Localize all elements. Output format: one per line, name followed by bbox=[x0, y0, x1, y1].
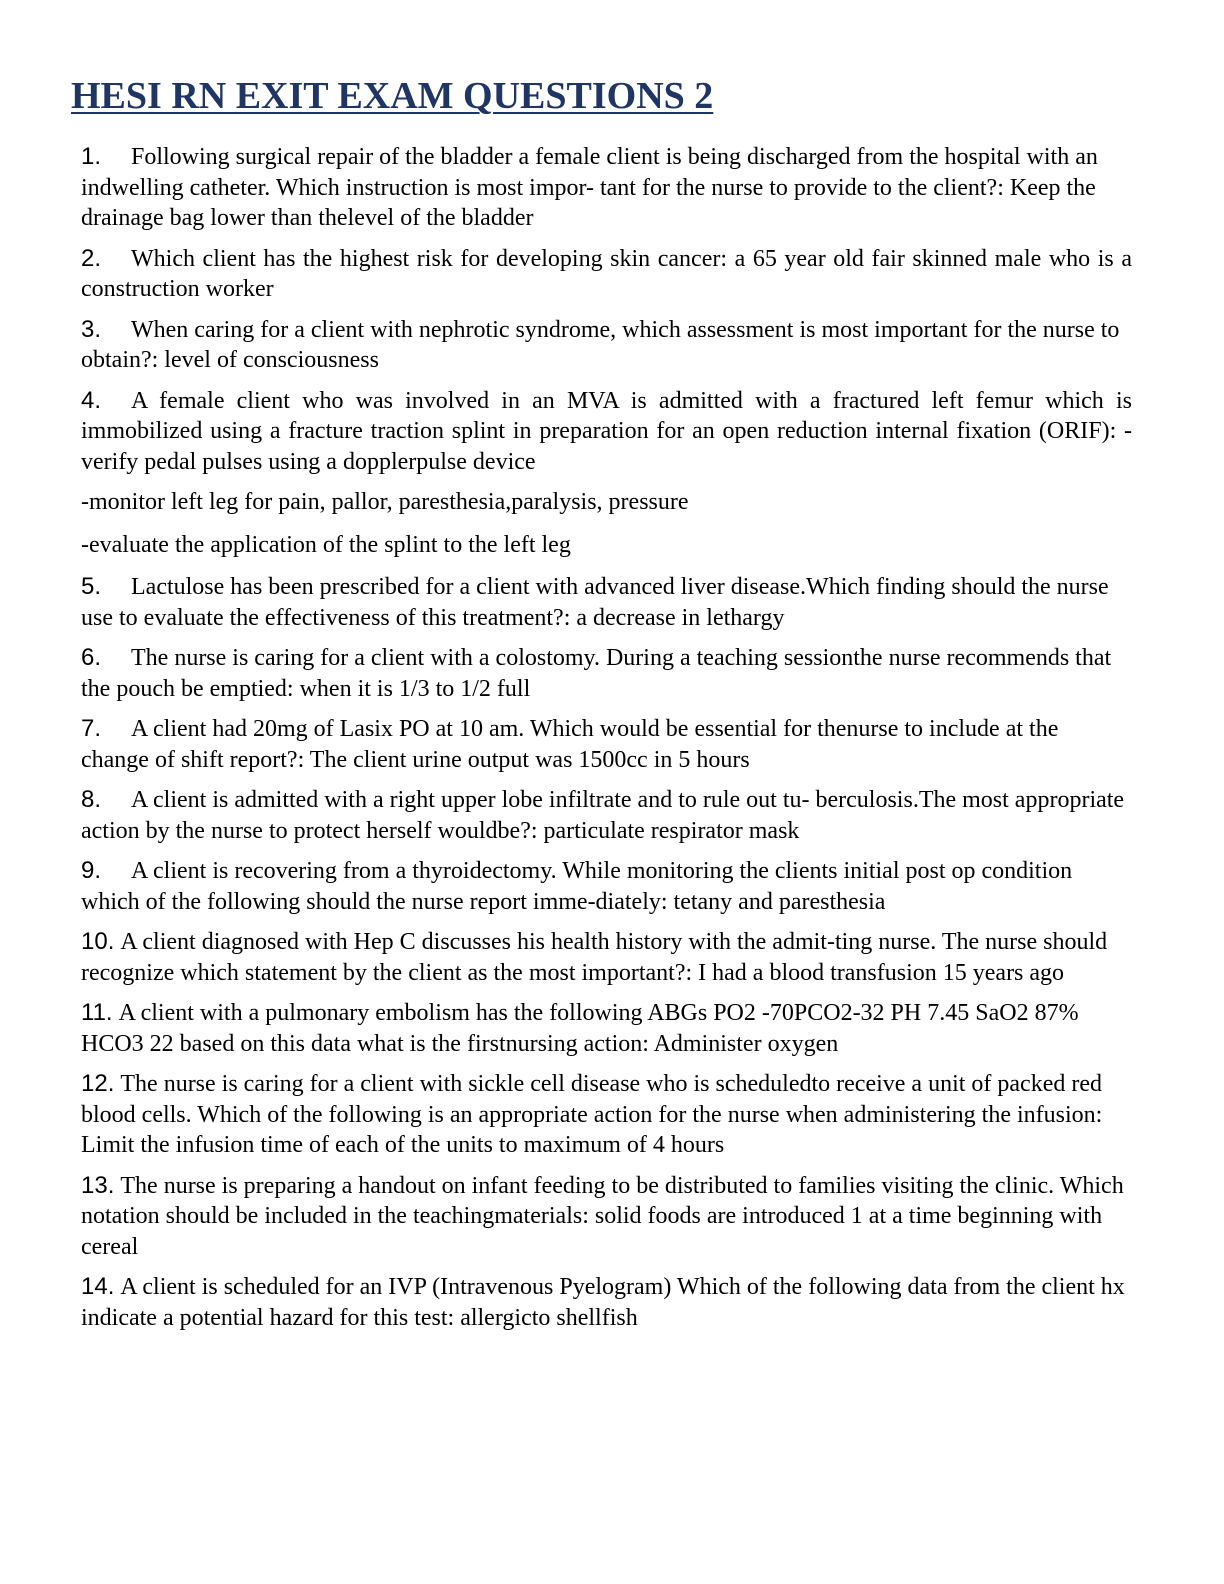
question-4 bbox=[81, 386, 1132, 478]
question-number: 3. bbox=[81, 315, 102, 343]
question-number: 12. bbox=[81, 1070, 115, 1097]
question-2 bbox=[81, 244, 1132, 305]
question-text: When caring for a client with nephrotic syndrome, which assessment is most important for the nurse to obtain?: level of consciousness bbox=[81, 316, 1120, 373]
question-number: 7. bbox=[81, 715, 102, 742]
question-3 bbox=[81, 315, 1132, 376]
question-number: 10. bbox=[81, 928, 115, 955]
question-text: A client is admitted with a right upper lobe infiltrate and to rule out tu- berculosis.The most appropriate action by the nurse to protect herself wouldbe?: particulate respirator mask bbox=[81, 787, 1125, 844]
question-1 bbox=[81, 142, 1132, 234]
question-number: 4. bbox=[81, 386, 102, 414]
question-text: A client had 20mg of Lasix PO at 10 am. Which would be essential for thenurse to include at the change of shift report?: The client urine output was 1500cc in 5 hours bbox=[81, 716, 1059, 773]
question-8 bbox=[81, 785, 1132, 846]
question-7 bbox=[81, 714, 1132, 775]
question-number: 5. bbox=[81, 573, 102, 600]
question-number: 11. bbox=[81, 999, 113, 1026]
question-4-note-1: -monitor left leg for pain, pallor, paresthesia,paralysis, pressure bbox=[81, 489, 689, 515]
question-number: 14. bbox=[81, 1273, 115, 1300]
question-number: 6. bbox=[81, 644, 102, 671]
question-11 bbox=[81, 998, 1132, 1059]
question-text: A client diagnosed with Hep C discusses his health history with the admit-ting nurse. The nurse should recognize which statement by the client as the most important?: I had a blood transfusion 15 years ago bbox=[81, 929, 1108, 986]
question-number: 2. bbox=[81, 244, 102, 272]
question-text: A client is recovering from a thyroidectomy. While monitoring the clients initial post op condition which of the following should the nurse report imme-diately: tetany and paresthesia bbox=[81, 858, 1073, 915]
document-title: HESI RN EXIT EXAM QUESTIONS 2 bbox=[71, 75, 714, 117]
question-5 bbox=[81, 572, 1132, 633]
question-text: The nurse is caring for a client with sickle cell disease who is scheduledto receive a unit of packed red blood cells. Which of the following is an appropriate action for the nurse when administering the infusion: Limit the infusion time of each of the units to maximum of 4 hours bbox=[81, 1071, 1103, 1158]
question-number: 13. bbox=[81, 1171, 115, 1199]
question-9 bbox=[81, 856, 1132, 917]
question-number: 8. bbox=[81, 786, 102, 813]
question-text: The nurse is preparing a handout on infant feeding to be distributed to families visiting the clinic. Which notation should be included in the teachingmaterials: solid foods are introduced 1 at a time beginning with cereal bbox=[81, 1172, 1124, 1260]
question-text: A female client who was involved in an MVA is admitted with a fractured left femur which is immobilized using a fracture traction splint in preparation for an open reduction internal fixation (ORIF): - verify pedal pulses using a dopplerpulse device bbox=[81, 387, 1132, 475]
question-14 bbox=[81, 1272, 1132, 1333]
question-text: A client is scheduled for an IVP (Intravenous Pyelogram) Which of the following data from the client hx indicate a potential hazard for this test: allergicto shellfish bbox=[81, 1274, 1125, 1331]
question-13 bbox=[81, 1171, 1132, 1263]
question-text: Following surgical repair of the bladder a female client is being discharged from the hospital with an indwelling catheter. Which instruction is most impor- tant for the nurse to provide to the client?: Keep the drainage bag lower than thelevel of the bladder bbox=[81, 144, 1098, 231]
question-10 bbox=[81, 927, 1132, 988]
question-text: Which client has the highest risk for developing skin cancer: a 65 year old fair skinned male who is a construction worker bbox=[81, 245, 1132, 302]
question-12 bbox=[81, 1069, 1132, 1161]
question-text: A client with a pulmonary embolism has the following ABGs PO2 -70PCO2-32 PH 7.45 SaO2 87% HCO3 22 based on this data what is the firstnursing action: Administer oxygen bbox=[81, 1000, 1079, 1057]
question-text: Lactulose has been prescribed for a client with advanced liver disease.Which finding should the nurse use to evaluate the effectiveness of this treatment?: a decrease in lethargy bbox=[81, 574, 1109, 631]
question-text: The nurse is caring for a client with a colostomy. During a teaching sessionthe nurse recommends that the pouch be emptied: when it is 1/3 to 1/2 full bbox=[81, 645, 1112, 702]
question-6 bbox=[81, 643, 1132, 704]
question-number: 9. bbox=[81, 857, 102, 884]
question-4-note-2: -evaluate the application of the splint to the left leg bbox=[81, 531, 571, 558]
question-number: 1. bbox=[81, 143, 102, 170]
